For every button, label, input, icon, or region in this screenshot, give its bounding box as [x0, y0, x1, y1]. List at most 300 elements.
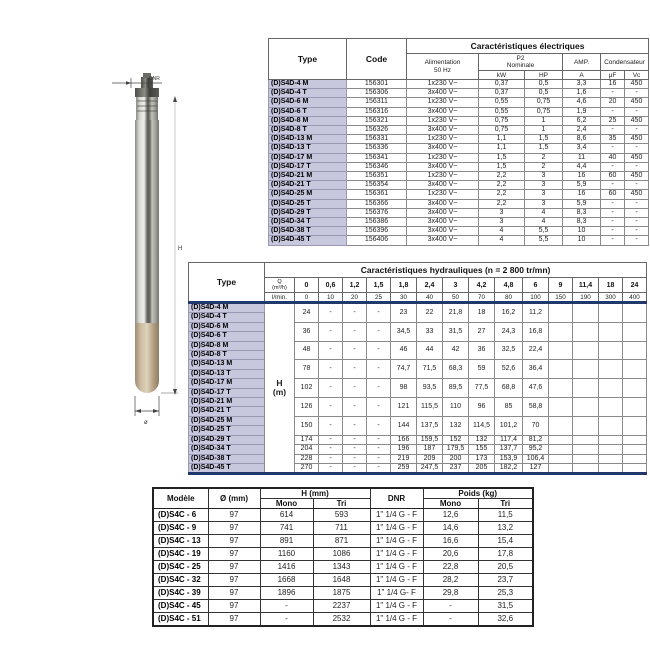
elec-col-condensateur: Condensateur	[601, 54, 649, 71]
value-cell: 1648	[313, 574, 370, 587]
pump-motor-end	[135, 323, 159, 393]
value-cell: 150	[295, 416, 319, 435]
type-cell: (D)S4D-17 T	[269, 162, 347, 171]
type-cell: (D)S4D-4 T	[189, 313, 265, 322]
type-cell: (D)S4D-17 T	[189, 388, 265, 397]
value-cell: 3	[479, 218, 525, 227]
type-cell: (D)S4D-25 M	[189, 416, 265, 425]
value-cell: 4,4	[563, 162, 601, 171]
elec-col-alim-line1: Alimentation	[424, 59, 461, 66]
value-cell: 1086	[313, 548, 370, 561]
value-cell: 4	[479, 236, 525, 245]
value-cell: 182,2	[495, 463, 523, 473]
hydraulic-row	[189, 463, 647, 473]
electrical-table	[268, 38, 649, 246]
value-cell	[623, 341, 647, 360]
value-cell: 71,5	[417, 360, 443, 379]
value-cell	[599, 379, 623, 398]
electrical-table-body	[269, 80, 649, 246]
type-cell: (D)S4D-21 T	[269, 181, 347, 190]
value-cell: -	[343, 360, 367, 379]
value-cell: 40	[601, 153, 625, 162]
value-cell: -	[367, 360, 391, 379]
value-cell: -	[319, 379, 343, 398]
electrical-row	[269, 236, 649, 245]
value-cell: 70	[523, 416, 549, 435]
value-cell: 200	[443, 454, 469, 463]
pump-top-cap	[135, 88, 159, 97]
dims-col-w-tri: Tri	[478, 499, 533, 509]
value-cell: -	[367, 463, 391, 473]
value-cell	[549, 435, 573, 444]
q-value-header: 1,5	[367, 278, 391, 293]
value-cell: -	[319, 454, 343, 463]
value-cell: 20,5	[478, 561, 533, 574]
value-cell: 1" 1/4 G - F	[370, 561, 423, 574]
hydraulic-row	[189, 322, 647, 331]
value-cell: 0,75	[479, 116, 525, 125]
q-value-header: 3	[443, 278, 469, 293]
value-cell: 10	[563, 227, 601, 236]
type-cell: (D)S4D-17 M	[189, 379, 265, 388]
dimensions-table-body	[153, 509, 533, 627]
value-cell: 270	[295, 463, 319, 473]
dimensions-row	[153, 613, 533, 627]
value-cell: 1x230 V~	[407, 98, 479, 107]
value-cell	[623, 463, 647, 473]
value-cell	[623, 416, 647, 435]
value-cell: 2,2	[479, 181, 525, 190]
type-cell: (D)S4D-4 M	[269, 80, 347, 89]
hydro-q-label	[265, 278, 295, 293]
value-cell: 156331	[347, 135, 407, 144]
value-cell: 5,5	[525, 236, 563, 245]
value-cell: -	[260, 600, 313, 613]
type-cell: (D)S4D-34 T	[269, 218, 347, 227]
type-cell: (D)S4D-25 M	[269, 190, 347, 199]
value-cell	[623, 360, 647, 379]
dimensions-row	[153, 548, 533, 561]
value-cell: 23	[391, 303, 417, 323]
value-cell: 156341	[347, 153, 407, 162]
value-cell: 3x400 V~	[407, 199, 479, 208]
dimensions-row	[153, 561, 533, 574]
value-cell: 3	[525, 172, 563, 181]
value-cell	[623, 322, 647, 341]
q-value-header: 6	[523, 278, 549, 293]
value-cell: 52,6	[495, 360, 523, 379]
type-cell: (D)S4D-21 T	[189, 407, 265, 416]
value-cell: 1x230 V~	[407, 116, 479, 125]
value-cell: 44	[417, 341, 443, 360]
value-cell: -	[319, 398, 343, 417]
value-cell: 0,5	[525, 80, 563, 89]
value-cell	[573, 322, 599, 341]
value-cell: 156321	[347, 116, 407, 125]
value-cell	[599, 360, 623, 379]
value-cell: 13,2	[478, 522, 533, 535]
value-cell: -	[601, 236, 625, 245]
value-cell	[623, 454, 647, 463]
value-cell: 68,8	[495, 379, 523, 398]
value-cell: 450	[625, 116, 649, 125]
value-cell: 74,7	[391, 360, 417, 379]
type-cell: (D)S4D-29 T	[189, 435, 265, 444]
value-cell	[623, 445, 647, 454]
value-cell: -	[601, 218, 625, 227]
hydraulic-row	[189, 360, 647, 369]
electrical-row	[269, 190, 649, 199]
value-cell: 1x230 V~	[407, 80, 479, 89]
value-cell: -	[625, 208, 649, 217]
value-cell: 60	[601, 172, 625, 181]
value-cell: -	[601, 208, 625, 217]
value-cell: 85	[495, 398, 523, 417]
q-value-header: 0	[295, 278, 319, 293]
hydraulic-row	[189, 435, 647, 444]
type-cell: (D)S4D-25 T	[189, 426, 265, 435]
value-cell: 16	[563, 172, 601, 181]
value-cell: 1,5	[479, 153, 525, 162]
q-value-header: 18	[599, 278, 623, 293]
value-cell	[623, 303, 647, 323]
value-cell: 10	[563, 236, 601, 245]
model-cell: (D)S4C - 19	[153, 548, 208, 561]
value-cell	[549, 463, 573, 473]
value-cell: 3x400 V~	[407, 208, 479, 217]
q-value-header: 4,2	[469, 278, 495, 293]
hydraulic-row	[189, 341, 647, 350]
value-cell: 3	[479, 208, 525, 217]
value-cell: 121	[391, 398, 417, 417]
value-cell: -	[343, 322, 367, 341]
value-cell: 42	[443, 341, 469, 360]
electrical-row	[269, 172, 649, 181]
diameter-dimension	[135, 396, 159, 416]
value-cell: 0,5	[525, 89, 563, 98]
type-cell: (D)S4D-34 T	[189, 445, 265, 454]
value-cell	[573, 303, 599, 323]
lmin-value-header: 190	[573, 293, 599, 303]
value-cell: 152	[443, 435, 469, 444]
value-cell: 78	[295, 360, 319, 379]
value-cell: 0,55	[479, 98, 525, 107]
elec-col-a: A	[563, 71, 601, 80]
value-cell: 1" 1/4 G - F	[370, 613, 423, 627]
value-cell: 1,5	[479, 162, 525, 171]
dimensions-row	[153, 600, 533, 613]
value-cell: 3x400 V~	[407, 144, 479, 153]
value-cell: 5,5	[525, 227, 563, 236]
dims-col-h: H (mm)	[260, 488, 370, 499]
value-cell: 101,2	[495, 416, 523, 435]
value-cell: 0,55	[479, 107, 525, 116]
value-cell: 32,6	[478, 613, 533, 627]
value-cell: 1896	[260, 587, 313, 600]
dims-col-h-tri: Tri	[313, 499, 370, 509]
hydro-lmin-label: l/min.	[265, 293, 295, 303]
value-cell: 741	[260, 522, 313, 535]
lmin-value-header: 40	[417, 293, 443, 303]
model-cell: (D)S4C - 25	[153, 561, 208, 574]
electrical-row	[269, 135, 649, 144]
value-cell	[599, 398, 623, 417]
electrical-row	[269, 199, 649, 208]
type-cell: (D)S4D-21 M	[269, 172, 347, 181]
value-cell: 3x400 V~	[407, 236, 479, 245]
value-cell: 450	[625, 98, 649, 107]
elec-col-code: Code	[347, 39, 407, 80]
value-cell: 1,5	[525, 135, 563, 144]
elec-title: Caractéristiques électriques	[407, 39, 649, 54]
electrical-row	[269, 181, 649, 190]
value-cell: -	[625, 218, 649, 227]
value-cell	[599, 416, 623, 435]
type-cell: (D)S4D-38 T	[189, 454, 265, 463]
value-cell: -	[319, 463, 343, 473]
value-cell: 1343	[313, 561, 370, 574]
value-cell	[623, 398, 647, 417]
elec-col-p2-line1: P2	[516, 54, 525, 62]
value-cell: 166	[391, 435, 417, 444]
value-cell: 1,9	[563, 107, 601, 116]
value-cell: 2,2	[479, 199, 525, 208]
value-cell: 1x230 V~	[407, 153, 479, 162]
value-cell	[623, 435, 647, 444]
value-cell: 450	[625, 172, 649, 181]
value-cell: 156361	[347, 190, 407, 199]
value-cell	[549, 398, 573, 417]
value-cell: 711	[313, 522, 370, 535]
value-cell: 891	[260, 535, 313, 548]
value-cell: -	[367, 303, 391, 323]
value-cell: 126	[295, 398, 319, 417]
value-cell: 77,5	[469, 379, 495, 398]
value-cell: -	[367, 445, 391, 454]
hydro-col-type: Type	[189, 263, 265, 303]
value-cell: 156301	[347, 80, 407, 89]
value-cell: 0,37	[479, 80, 525, 89]
elec-col-kw: kW	[479, 71, 525, 80]
value-cell: 36,4	[523, 360, 549, 379]
value-cell: 1	[525, 126, 563, 135]
value-cell: 3	[525, 181, 563, 190]
value-cell: 58,8	[523, 398, 549, 417]
value-cell: 106,4	[523, 454, 549, 463]
value-cell: 155	[469, 445, 495, 454]
value-cell: 93,5	[417, 379, 443, 398]
value-cell: -	[625, 107, 649, 116]
value-cell: 871	[313, 535, 370, 548]
value-cell	[549, 360, 573, 379]
type-cell: (D)S4D-29 T	[269, 208, 347, 217]
model-cell: (D)S4C - 45	[153, 600, 208, 613]
lmin-value-header: 100	[523, 293, 549, 303]
dimensions-row	[153, 587, 533, 600]
value-cell: 11	[563, 153, 601, 162]
value-cell: 97	[208, 522, 260, 535]
elec-col-amp: AMP.	[563, 54, 601, 71]
value-cell: 614	[260, 509, 313, 522]
value-cell: -	[343, 416, 367, 435]
value-cell	[549, 303, 573, 323]
value-cell: -	[367, 435, 391, 444]
type-cell: (D)S4D-8 T	[269, 126, 347, 135]
electrical-row	[269, 218, 649, 227]
q-value-header: 24	[623, 278, 647, 293]
value-cell: 16	[601, 80, 625, 89]
value-cell: 3,3	[563, 80, 601, 89]
value-cell: 68,3	[443, 360, 469, 379]
value-cell: -	[625, 162, 649, 171]
pump-upper-section	[136, 97, 158, 120]
value-cell: 115,5	[417, 398, 443, 417]
value-cell: -	[625, 236, 649, 245]
value-cell	[573, 454, 599, 463]
electrical-row	[269, 80, 649, 89]
value-cell: -	[601, 162, 625, 171]
value-cell: 16,2	[495, 303, 523, 323]
value-cell: -	[343, 398, 367, 417]
h-m-axis-label: H (m)	[265, 303, 295, 474]
value-cell: 24	[295, 303, 319, 323]
dims-col-h-mono: Mono	[260, 499, 313, 509]
value-cell: 156306	[347, 89, 407, 98]
value-cell: 137,7	[495, 445, 523, 454]
value-cell: 1" 1/4 G - F	[370, 600, 423, 613]
value-cell: 21,8	[443, 303, 469, 323]
type-cell: (D)S4D-4 M	[189, 303, 265, 313]
value-cell: 14,6	[423, 522, 478, 535]
value-cell: 95,2	[523, 445, 549, 454]
value-cell: -	[367, 379, 391, 398]
value-cell: -	[319, 416, 343, 435]
value-cell	[549, 454, 573, 463]
hydraulic-table	[188, 262, 647, 475]
value-cell: 11,5	[478, 509, 533, 522]
value-cell: 20,6	[423, 548, 478, 561]
value-cell: 97	[208, 600, 260, 613]
dims-col-model: Modèle	[153, 488, 208, 509]
value-cell: 15,4	[478, 535, 533, 548]
value-cell: -	[601, 144, 625, 153]
value-cell: 153,9	[495, 454, 523, 463]
value-cell: 8,6	[563, 135, 601, 144]
type-cell: (D)S4D-8 T	[189, 351, 265, 360]
value-cell: -	[343, 379, 367, 398]
elec-col-p2-line2: Nominale	[506, 62, 535, 69]
electrical-row	[269, 208, 649, 217]
value-cell: 3,4	[563, 144, 601, 153]
value-cell: 110	[443, 398, 469, 417]
elec-col-hp: HP	[525, 71, 563, 80]
dimensions-table	[152, 487, 534, 627]
value-cell: -	[319, 341, 343, 360]
value-cell: 3x400 V~	[407, 227, 479, 236]
value-cell: -	[423, 613, 478, 627]
value-cell: 16,6	[423, 535, 478, 548]
value-cell	[599, 322, 623, 341]
value-cell: 18	[469, 303, 495, 323]
electrical-row	[269, 116, 649, 125]
value-cell: 1" 1/4 G - F	[370, 522, 423, 535]
q-value-header: 4,8	[495, 278, 523, 293]
pump-body	[135, 120, 159, 323]
value-cell: 156406	[347, 236, 407, 245]
lmin-value-header: 70	[469, 293, 495, 303]
value-cell: 97	[208, 561, 260, 574]
value-cell: 8,3	[563, 218, 601, 227]
type-cell: (D)S4D-8 M	[269, 116, 347, 125]
value-cell: 16,8	[523, 322, 549, 341]
value-cell: 237	[443, 463, 469, 473]
electrical-row	[269, 153, 649, 162]
value-cell: 97	[208, 613, 260, 627]
value-cell: 1x230 V~	[407, 135, 479, 144]
value-cell: 187	[417, 445, 443, 454]
dims-col-dnr: DNR	[370, 488, 423, 509]
value-cell	[599, 435, 623, 444]
value-cell: 20	[601, 98, 625, 107]
value-cell: -	[625, 227, 649, 236]
value-cell: 450	[625, 80, 649, 89]
value-cell: 156351	[347, 172, 407, 181]
value-cell: -	[423, 600, 478, 613]
value-cell: 0,75	[525, 98, 563, 107]
type-cell: (D)S4D-4 T	[269, 89, 347, 98]
value-cell: 156346	[347, 162, 407, 171]
value-cell: 1" 1/4 G - F	[370, 548, 423, 561]
type-cell: (D)S4D-17 M	[269, 153, 347, 162]
value-cell: 36	[469, 341, 495, 360]
value-cell: 114,5	[469, 416, 495, 435]
value-cell: 156376	[347, 208, 407, 217]
value-cell: 247,5	[417, 463, 443, 473]
value-cell: 1" 1/4 G - F	[370, 535, 423, 548]
lmin-value-header: 50	[443, 293, 469, 303]
value-cell: 1875	[313, 587, 370, 600]
model-cell: (D)S4C - 9	[153, 522, 208, 535]
model-cell: (D)S4C - 13	[153, 535, 208, 548]
value-cell: 3x400 V~	[407, 89, 479, 98]
value-cell: -	[319, 360, 343, 379]
value-cell: -	[319, 435, 343, 444]
value-cell: 1160	[260, 548, 313, 561]
value-cell: 1,5	[525, 144, 563, 153]
lmin-value-header: 10	[319, 293, 343, 303]
dims-col-weight: Poids (kg)	[423, 488, 533, 499]
value-cell: 28,2	[423, 574, 478, 587]
value-cell: 2	[525, 153, 563, 162]
value-cell: 81,2	[523, 435, 549, 444]
value-cell: 98	[391, 379, 417, 398]
dims-col-diameter: Ø (mm)	[208, 488, 260, 509]
electrical-row	[269, 89, 649, 98]
lmin-value-header: 300	[599, 293, 623, 303]
dimensions-row	[153, 535, 533, 548]
value-cell: 27	[469, 322, 495, 341]
value-cell: 35	[601, 135, 625, 144]
value-cell: 2	[525, 162, 563, 171]
electrical-row	[269, 162, 649, 171]
value-cell: 22,8	[423, 561, 478, 574]
value-cell: 12,6	[423, 509, 478, 522]
value-cell: 60	[601, 190, 625, 199]
hydraulic-row	[189, 303, 647, 313]
value-cell: 32,5	[495, 341, 523, 360]
q-value-header: 1,2	[343, 278, 367, 293]
value-cell: 3x400 V~	[407, 162, 479, 171]
